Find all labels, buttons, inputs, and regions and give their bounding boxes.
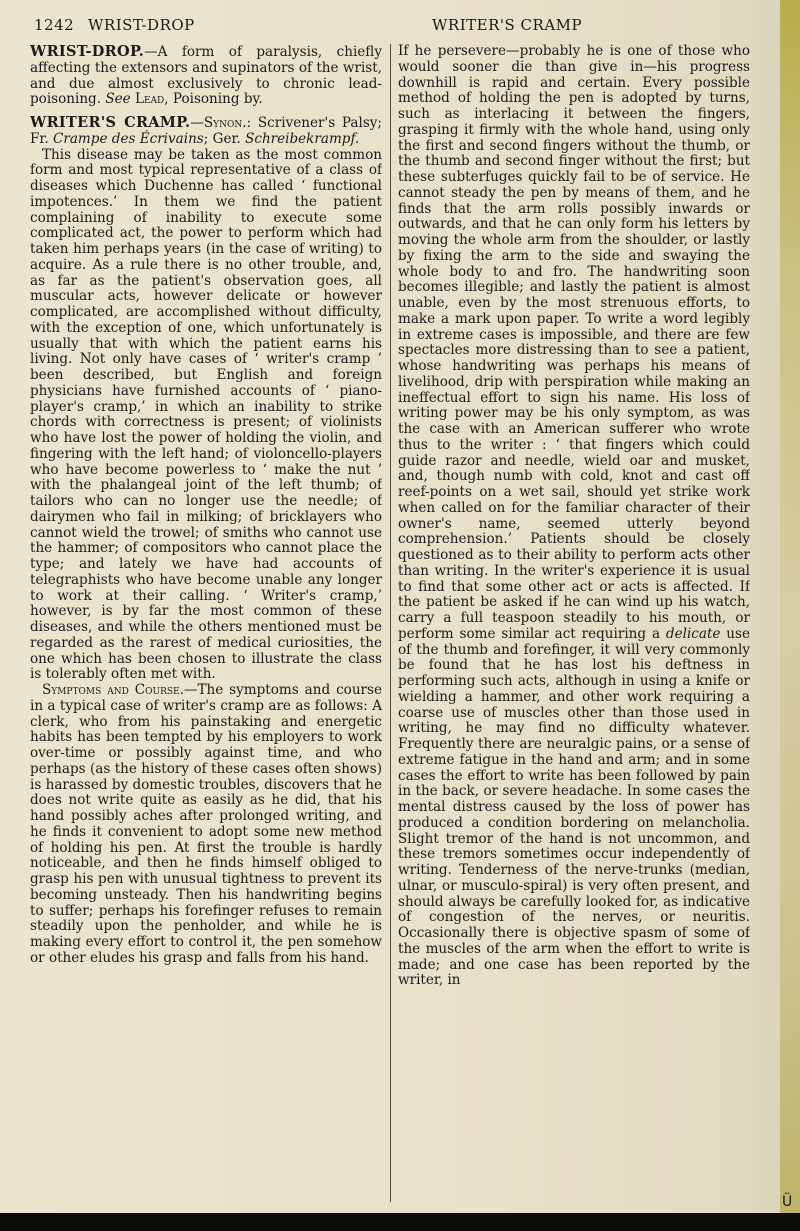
cross-reference-lead[interactable]: Lead, <box>134 91 169 108</box>
page-number: 1242 <box>34 16 75 34</box>
continued-paragraph <box>398 44 750 989</box>
entry-writers-cramp <box>30 115 382 148</box>
right-column <box>398 44 750 1204</box>
symptoms-heading: Symptoms and Course. <box>42 682 184 698</box>
emphasis-delicate: delicate <box>665 625 721 642</box>
column-divider <box>390 44 391 1202</box>
symptoms-paragraph <box>30 683 382 967</box>
entry-term-wrist-drop: WRIST-DROP. <box>30 44 145 60</box>
scan-bottom-border <box>0 1213 800 1231</box>
left-column <box>30 44 382 1204</box>
synonym-text: Scrivener's Palsy; Fr. <box>30 115 382 147</box>
german-label: ; Ger. <box>203 130 241 147</box>
cross-reference-tail: Poisoning by. <box>172 91 263 108</box>
synonym-label: —Synon.: <box>190 115 252 131</box>
right-running-title: WRITER'S CRAMP <box>432 16 583 34</box>
french-term: Crampe des Écrivains <box>53 130 204 147</box>
entry-wrist-drop <box>30 44 382 108</box>
german-term: Schreibekrampf. <box>245 130 360 147</box>
see-label: See <box>105 91 131 108</box>
running-header <box>34 16 756 38</box>
intro-paragraph: This disease may be taken as the most common form and most typical representative of a class of diseases which Duchenne has called ‘ functional impotences.’ In them we find the patient complaining of inability to execute some complicated act, the power to perform which had taken him perhaps years (in the case of writing) to acquire. As a rule there is no other trouble, and, as far as the patient's observation goes, all muscular acts, however delicate or however complicated, are accomplished without difficulty, with the exception of one, which unfortunately is usually that with which the patient earns his living. Not only have cases of ‘ writer's cramp ’ been described, but English and foreign physicians have furnished accounts of ‘ piano-player's cramp,’ in which an inability to strike chords with correctness is present; of violinists who have lost the power of holding the violin, and fingering with the left hand; of violoncello-players who have become powerless to ‘ make the nut ’ with the phalangeal joint of the left thumb; of tailors who can no longer use the needle; of dairymen who fail in milking; of bricklayers who cannot wield the trowel; of smiths who cannot use the hammer; of compositors who cannot place the type; and lately we have had accounts of telegraphists who have become unable any longer to work at their calling. ‘ Writer's cramp,’ however, is by far the most common of these diseases, and while the others mentioned must be regarded as the rarest of medical curiosities, the one which has been chosen to illustrate the class is tolerably often met with. <box>30 146 382 683</box>
edge-glyph: Ü <box>782 1194 793 1210</box>
right-text-part-a: If he persevere—probably he is one of those who would sooner die than give in—his progress downhill is rapid and certain. Every possible method of holding the pen is adopted by turns, such as interlacing it between the fingers, grasping it firmly with the whole hand, using only the first and second fingers without the thumb, or the thumb and second finger without the first; but these subterfuges quickly fail to be of service. He cannot steady the pen by means of them, and he finds that the arm rolls possibly inwards or outwards, and that he can only form his letters by moving the whole arm from the shoulder, or lastly by fixing the arm to the side and swaying the whole body to and fro. The handwriting soon becomes illegible; and lastly the patient is almost unable, even by the most strenuous efforts, to make a mark upon paper. To write a word legibly in extreme cases is impossible, and there are few spectacles more distressing than to see a patient, whose handwriting was perhaps his means of livelihood, drip with perspiration while making an ineffectual effort to sign his name. His loss of writing power may be his only symptom, as was the case with an American sufferer who wrote thus to the writer : ‘ that fingers which could guide razor and needle, wield oar and musket, and, though numb with cold, knot and cast off reef-points on a wet sail, should yet strike work when called on for the familiar character of their owner's name, seemed utterly beyond comprehension.’ Patients should be closely questioned as to their ability to perform acts other than writing. In the writer's experience it is usual to find that some other act or acts is affected. If the patient be asked if he can wind up his watch, carry a full teaspoon steadily to his mouth, or perform some similar act requiring a <box>398 44 750 642</box>
wrist-drop-definition: —A form of paralysis, chiefly affecting the extensors and supinators of the wrist, and due almost exclusively to chronic lead-poisoning. <box>30 44 382 108</box>
symptoms-text: —The symptoms and course in a typical case of writer's cramp are as follows: A clerk, who from his painstaking and energetic habits has been tempted by his employers to work over-time or possibly against time, and who perhaps (as the history of these cases often shows) is harassed by domestic troubles, discovers that he does not write quite as easily as he did, that his hand possibly aches after prolonged writing, and he finds it convenient to adopt some new method of holding his pen. At first the trouble is hardly noticeable, and then he finds himself obliged to grasp his pen with unusual tightness to prevent its becoming unsteady. Then his handwriting begins to suffer; perhaps his forefinger refuses to remain steadily upon the penholder, and while he is making every effort to control it, the pen somehow or other eludes his grasp and falls from his hand. <box>30 682 382 966</box>
entry-term-writers-cramp: WRITER'S CRAMP. <box>30 114 191 131</box>
left-running-title: WRIST-DROP <box>88 16 195 34</box>
page-edge-shadow <box>780 0 800 1231</box>
right-text-part-b: use of the thumb and forefinger, it will very commonly be found that he has lost his deftness in performing such acts, although in using a knife or wielding a hammer, and other work requiring a coarse use of muscles other than those used in writing, he may find no difficulty whatever. Frequently there are neuralgic pains, or a sense of extreme fatigue in the hand and arm; and in some cases the effort to write has been followed by pain in the back, or severe headache. In some cases the mental distress caused by the loss of power has produced a condition bordering on melancholia. Slight tremor of the hand is not uncommon, and these tremors sometimes occur independently of writing. Tenderness of the nerve-trunks (median, ulnar, or musculo-spiral) is very often present, and should always be carefully looked for, as indicative of congestion of the nerves, or neuritis. Occasionally there is objective spasm of some of the muscles of the arm when the effort to write is made; and one case has been reported by the writer, in <box>398 625 750 989</box>
